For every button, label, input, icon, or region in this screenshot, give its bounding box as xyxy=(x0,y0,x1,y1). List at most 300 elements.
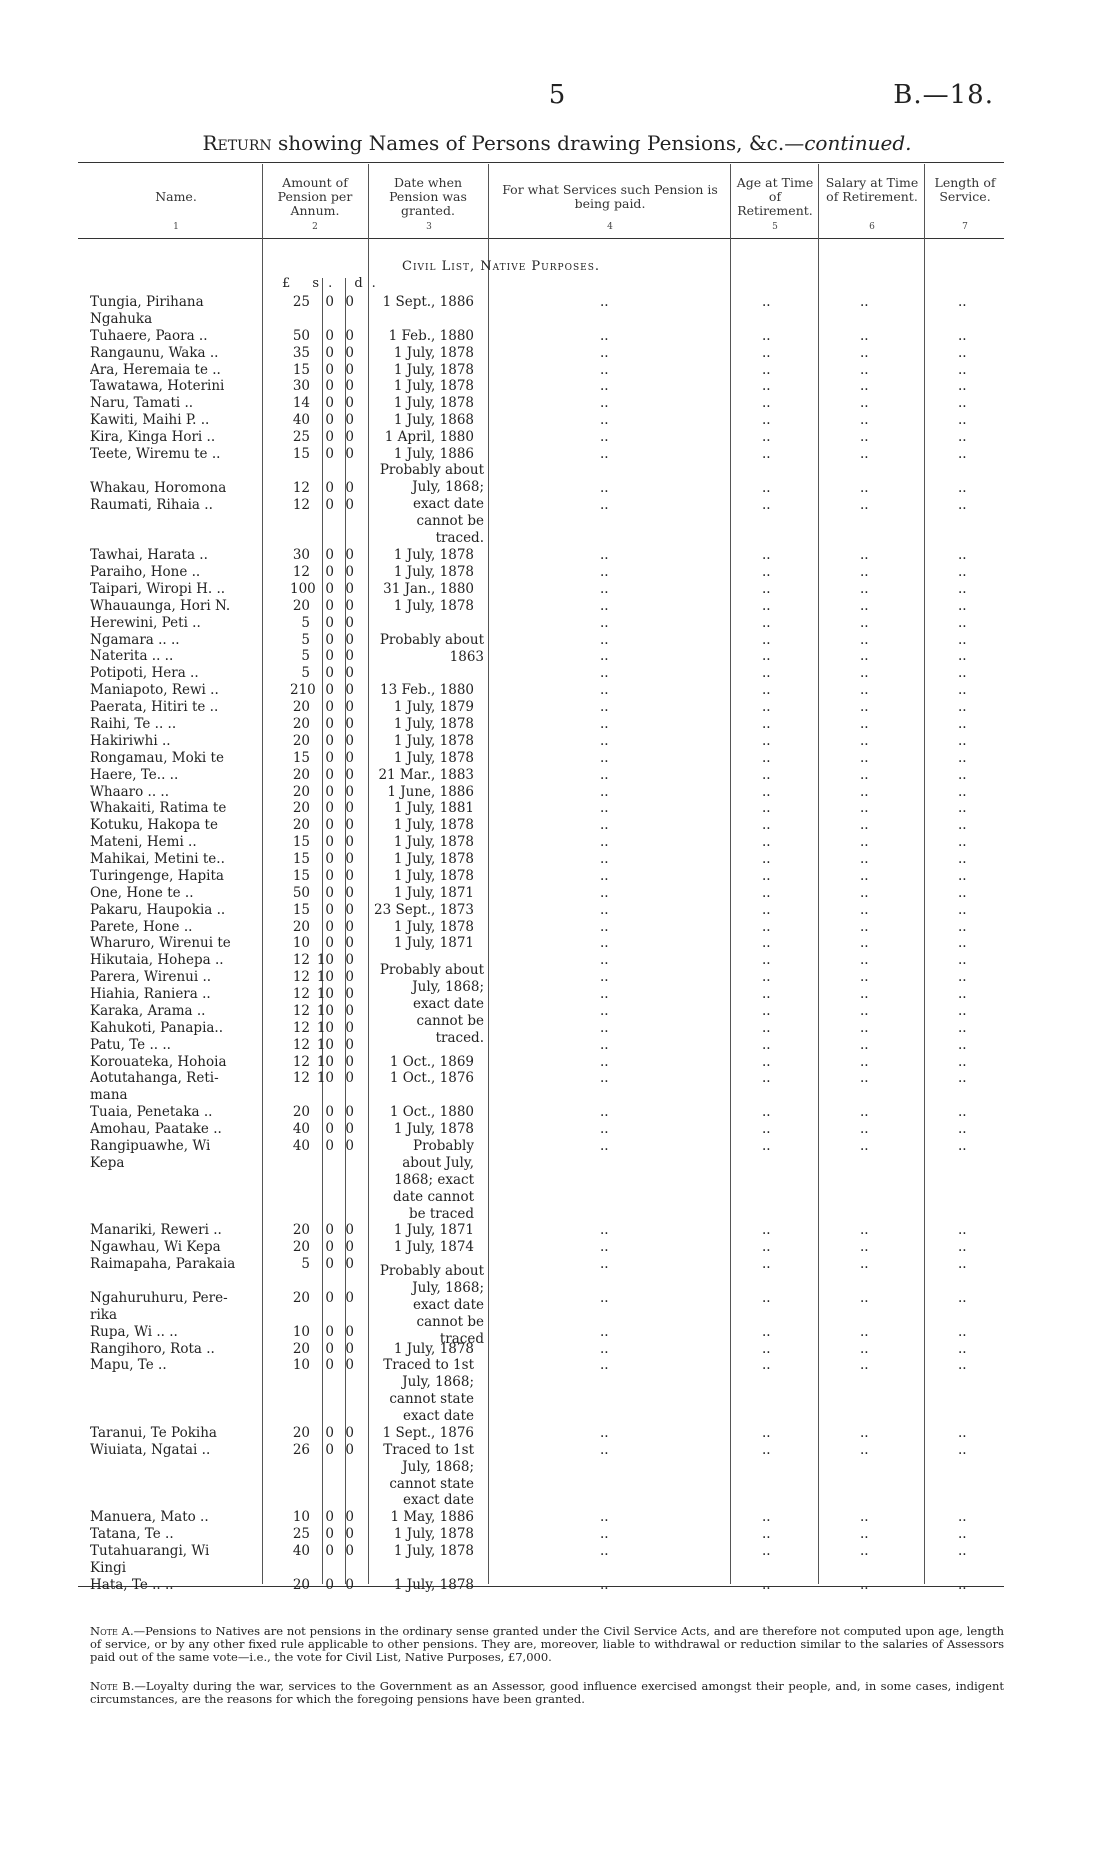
length-cell: .. xyxy=(958,834,967,850)
shillings: 0 xyxy=(325,750,334,766)
pensioner-name: Maniapoto, Rewi .. xyxy=(90,682,219,698)
column-header-date: Date when Pension was granted. xyxy=(389,175,467,218)
pounds: 25 xyxy=(292,429,310,445)
pensioner-name: Raimapaha, Parakaia xyxy=(90,1256,236,1272)
age-cell: .. xyxy=(762,1442,771,1458)
pensioner-name: Parera, Wirenui .. xyxy=(90,969,212,985)
length-cell: .. xyxy=(958,1222,967,1238)
header-bottom-rule xyxy=(78,238,1004,239)
services-cell: .. xyxy=(600,834,609,850)
shillings: 0 xyxy=(325,1357,334,1373)
date-granted: 1868; exact xyxy=(394,1172,474,1188)
length-cell: .. xyxy=(958,1020,967,1036)
pensioner-name: Ngahuka xyxy=(90,311,153,327)
pence: 0 xyxy=(345,497,354,513)
column-header-length: Length of Service. xyxy=(934,175,996,204)
shillings: 0 xyxy=(325,1324,334,1340)
shillings: 10 xyxy=(316,952,334,968)
salary-cell: .. xyxy=(860,1003,869,1019)
age-cell: .. xyxy=(762,868,771,884)
length-cell: .. xyxy=(958,986,967,1002)
services-cell: .. xyxy=(600,446,609,462)
pounds: 20 xyxy=(292,716,310,732)
shillings: 10 xyxy=(316,969,334,985)
pensioner-name: One, Hone te .. xyxy=(90,885,194,901)
length-cell: .. xyxy=(958,632,967,648)
services-cell: .. xyxy=(600,868,609,884)
age-cell: .. xyxy=(762,699,771,715)
pence: 0 xyxy=(345,1121,354,1137)
pounds: 20 xyxy=(292,1290,310,1306)
date-granted: 1 Oct., 1869 xyxy=(389,1054,474,1070)
date-granted: 23 Sept., 1873 xyxy=(373,902,474,918)
date-granted: 1 July, 1878 xyxy=(393,1121,474,1137)
pounds: 20 xyxy=(292,1341,310,1357)
length-cell: .. xyxy=(958,564,967,580)
length-cell: .. xyxy=(958,648,967,664)
pounds: 40 xyxy=(292,1121,310,1137)
date-granted: 1 July, 1878 xyxy=(393,1543,474,1559)
shillings: 0 xyxy=(325,1239,334,1255)
age-cell: .. xyxy=(762,294,771,310)
shillings: 0 xyxy=(325,1222,334,1238)
shillings: 0 xyxy=(325,429,334,445)
pence: 0 xyxy=(345,885,354,901)
age-cell: .. xyxy=(762,1070,771,1086)
services-cell: .. xyxy=(600,648,609,664)
shillings: 0 xyxy=(325,885,334,901)
pounds: 5 xyxy=(301,665,310,681)
services-cell: .. xyxy=(600,1138,609,1154)
pensioner-name: Teete, Wiremu te .. xyxy=(90,446,221,462)
date-granted: 1 July, 1878 xyxy=(393,345,474,361)
age-cell: .. xyxy=(762,446,771,462)
length-cell: .. xyxy=(958,1054,967,1070)
pensioner-name: Aotutahanga, Reti- xyxy=(90,1070,219,1086)
age-cell: .. xyxy=(762,632,771,648)
pounds: 35 xyxy=(292,345,310,361)
pensioner-name: Ara, Heremaia te .. xyxy=(90,362,221,378)
column-number: 1 xyxy=(173,222,179,232)
pensioner-name: Whakau, Horomona xyxy=(90,480,227,496)
services-cell: .. xyxy=(600,902,609,918)
age-cell: .. xyxy=(762,1054,771,1070)
shillings: 0 xyxy=(325,1290,334,1306)
date-granted: Traced to 1st xyxy=(383,1442,474,1458)
pensioner-name: Kotuku, Hakopa te xyxy=(90,817,218,833)
title-body: showing Names of Persons drawing Pensions, &c.— xyxy=(271,131,805,155)
table-top-rule xyxy=(78,162,1004,163)
services-cell: .. xyxy=(600,986,609,1002)
salary-cell: .. xyxy=(860,294,869,310)
pensioner-name: Naterita .. .. xyxy=(90,648,174,664)
pensioner-name: Ngawhau, Wi Kepa xyxy=(90,1239,221,1255)
date-granted: 1 April, 1880 xyxy=(384,429,474,445)
pence: 0 xyxy=(345,784,354,800)
services-cell: .. xyxy=(600,851,609,867)
pence: 0 xyxy=(345,648,354,664)
length-cell: .. xyxy=(958,1256,967,1272)
shillings: 0 xyxy=(325,378,334,394)
pensioner-name: Kepa xyxy=(90,1155,125,1171)
date-granted: date cannot xyxy=(393,1189,474,1205)
services-cell: .. xyxy=(600,395,609,411)
pounds: 40 xyxy=(292,412,310,428)
services-cell: .. xyxy=(600,1526,609,1542)
pensioner-name: Mapu, Te .. xyxy=(90,1357,167,1373)
age-cell: .. xyxy=(762,750,771,766)
pence: 0 xyxy=(345,1509,354,1525)
salary-cell: .. xyxy=(860,497,869,513)
pounds: 20 xyxy=(292,767,310,783)
length-cell: .. xyxy=(958,969,967,985)
salary-cell: .. xyxy=(860,919,869,935)
services-cell: .. xyxy=(600,1054,609,1070)
date-granted: 31 Jan., 1880 xyxy=(383,581,474,597)
shillings: 0 xyxy=(325,328,334,344)
date-granted: July, 1868; xyxy=(402,1374,474,1390)
pounds: 20 xyxy=(292,1425,310,1441)
pensioner-name: Taranui, Te Pokiha xyxy=(90,1425,217,1441)
shillings: 0 xyxy=(325,1104,334,1120)
services-cell: .. xyxy=(600,480,609,496)
age-cell: .. xyxy=(762,480,771,496)
pounds: 12 xyxy=(292,1037,310,1053)
services-cell: .. xyxy=(600,699,609,715)
date-granted: 1 Feb., 1880 xyxy=(388,328,474,344)
pounds: 100 xyxy=(290,581,316,597)
salary-cell: .. xyxy=(860,547,869,563)
pounds: 15 xyxy=(292,868,310,884)
age-cell: .. xyxy=(762,328,771,344)
note-b-text: —Loyalty during the war, services to the Government as an Assessor, good influence exercised amongst their people, and, in some cases, indigent circumstances, are the reasons for which the foregoing pensions have been granted. xyxy=(90,1679,1004,1706)
salary-cell: .. xyxy=(860,1324,869,1340)
services-cell: .. xyxy=(600,682,609,698)
date-granted: 1 July, 1871 xyxy=(393,1222,474,1238)
length-cell: .. xyxy=(958,1324,967,1340)
pounds: 20 xyxy=(292,817,310,833)
salary-cell: .. xyxy=(860,784,869,800)
services-cell: .. xyxy=(600,800,609,816)
salary-cell: .. xyxy=(860,564,869,580)
shillings: 10 xyxy=(316,1020,334,1036)
shillings: 0 xyxy=(325,800,334,816)
services-cell: .. xyxy=(600,1222,609,1238)
column-number: 5 xyxy=(772,222,778,232)
age-cell: .. xyxy=(762,817,771,833)
pensioner-name: Tawhai, Harata .. xyxy=(90,547,208,563)
shillings: 0 xyxy=(325,615,334,631)
pence: 0 xyxy=(345,935,354,951)
pence: 0 xyxy=(345,446,354,462)
shillings: 0 xyxy=(325,1425,334,1441)
services-cell: .. xyxy=(600,1020,609,1036)
salary-cell: .. xyxy=(860,581,869,597)
pence: 0 xyxy=(345,1239,354,1255)
shillings: 0 xyxy=(325,648,334,664)
note-b xyxy=(90,1680,1004,1706)
length-cell: .. xyxy=(958,1526,967,1542)
pensioner-name: Rangaunu, Waka .. xyxy=(90,345,219,361)
length-cell: .. xyxy=(958,395,967,411)
shillings: 0 xyxy=(325,1526,334,1542)
length-cell: .. xyxy=(958,868,967,884)
pence: 0 xyxy=(345,1138,354,1154)
services-cell: .. xyxy=(600,733,609,749)
services-cell: .. xyxy=(600,1425,609,1441)
pence: 0 xyxy=(345,547,354,563)
pensioner-name: Haere, Te.. .. xyxy=(90,767,179,783)
length-cell: .. xyxy=(958,328,967,344)
pence: 0 xyxy=(345,986,354,1002)
pence: 0 xyxy=(345,1341,354,1357)
services-cell: .. xyxy=(600,1070,609,1086)
length-cell: .. xyxy=(958,598,967,614)
services-cell: .. xyxy=(600,362,609,378)
salary-cell: .. xyxy=(860,851,869,867)
length-cell: .. xyxy=(958,1239,967,1255)
shillings: 0 xyxy=(325,598,334,614)
date-granted: 1 July, 1868 xyxy=(393,412,474,428)
age-cell: .. xyxy=(762,1222,771,1238)
services-cell: .. xyxy=(600,1290,609,1306)
column-rule xyxy=(262,164,263,1584)
salary-cell: .. xyxy=(860,1256,869,1272)
date-granted: 1 July, 1874 xyxy=(393,1239,474,1255)
services-cell: .. xyxy=(600,564,609,580)
date-granted: 1 Sept., 1876 xyxy=(382,1425,474,1441)
length-cell: .. xyxy=(958,665,967,681)
age-cell: .. xyxy=(762,378,771,394)
salary-cell: .. xyxy=(860,1577,869,1593)
date-granted: 1 July, 1878 xyxy=(393,750,474,766)
length-cell: .. xyxy=(958,800,967,816)
pensioner-name: Kahukoti, Panapia.. xyxy=(90,1020,224,1036)
services-cell: .. xyxy=(600,1577,609,1593)
services-cell: .. xyxy=(600,919,609,935)
currency-header: £ s. d. xyxy=(282,276,385,291)
date-granted: 1 July, 1878 xyxy=(393,1526,474,1542)
shillings: 0 xyxy=(325,632,334,648)
length-cell: .. xyxy=(958,1037,967,1053)
salary-cell: .. xyxy=(860,1054,869,1070)
note-a-text: —Pensions to Natives are not pensions in the ordinary sense granted under the Civil Service Acts, and are therefore not computed upon age, length of service, or by any other fixed rule applicable to other pensions. They are, moreover, liable to withdrawal or reduction similar to the salaries of Assessors paid out of the same vote—i.e., the vote for Civil List, Native Purposes, £7,000. xyxy=(90,1624,1004,1664)
age-cell: .. xyxy=(762,1509,771,1525)
services-cell: .. xyxy=(600,328,609,344)
age-cell: .. xyxy=(762,1239,771,1255)
age-cell: .. xyxy=(762,767,771,783)
pence: 0 xyxy=(345,750,354,766)
length-cell: .. xyxy=(958,699,967,715)
services-cell: .. xyxy=(600,935,609,951)
date-granted: 1 Oct., 1880 xyxy=(389,1104,474,1120)
date-granted: 1 July, 1871 xyxy=(393,935,474,951)
age-cell: .. xyxy=(762,362,771,378)
services-cell: .. xyxy=(600,1442,609,1458)
pensioner-name: Paerata, Hitiri te .. xyxy=(90,699,219,715)
length-cell: .. xyxy=(958,1003,967,1019)
date-granted: 1 July, 1878 xyxy=(393,547,474,563)
pensioner-name: Tuaia, Penetaka .. xyxy=(90,1104,213,1120)
pence: 0 xyxy=(345,733,354,749)
pensioner-name: Hiahia, Raniera .. xyxy=(90,986,211,1002)
pounds: 12 xyxy=(292,1054,310,1070)
age-cell: .. xyxy=(762,902,771,918)
shillings: 10 xyxy=(316,986,334,1002)
pence: 0 xyxy=(345,1577,354,1593)
date-granted: 1 July, 1878 xyxy=(393,1341,474,1357)
services-cell: .. xyxy=(600,429,609,445)
document-reference: B.—18. xyxy=(893,80,994,110)
age-cell: .. xyxy=(762,547,771,563)
pence: 0 xyxy=(345,1054,354,1070)
shillings: 0 xyxy=(325,1121,334,1137)
column-number: 2 xyxy=(312,222,318,232)
date-granted: Traced to 1st xyxy=(383,1357,474,1373)
pensioner-name: Paraiho, Hone .. xyxy=(90,564,201,580)
shillings: 10 xyxy=(316,1003,334,1019)
pounds: 20 xyxy=(292,733,310,749)
pence: 0 xyxy=(345,564,354,580)
length-cell: .. xyxy=(958,1104,967,1120)
services-cell: .. xyxy=(600,497,609,513)
pensioner-name: Taipari, Wiropi H. .. xyxy=(90,581,226,597)
pence: 0 xyxy=(345,1543,354,1559)
column-rule xyxy=(488,164,489,1584)
pounds: 15 xyxy=(292,446,310,462)
pence: 0 xyxy=(345,294,354,310)
pounds: 25 xyxy=(292,1526,310,1542)
date-granted: cannot state xyxy=(389,1391,474,1407)
shillings: 0 xyxy=(325,1442,334,1458)
services-cell: .. xyxy=(600,817,609,833)
shillings: 0 xyxy=(325,767,334,783)
pence: 0 xyxy=(345,1324,354,1340)
pensioner-name: Parete, Hone .. xyxy=(90,919,193,935)
salary-cell: .. xyxy=(860,378,869,394)
pensioner-name: Mateni, Hemi .. xyxy=(90,834,197,850)
shillings: 0 xyxy=(325,784,334,800)
age-cell: .. xyxy=(762,716,771,732)
age-cell: .. xyxy=(762,598,771,614)
length-cell: .. xyxy=(958,429,967,445)
shillings: 0 xyxy=(325,699,334,715)
date-granted: 1 Oct., 1876 xyxy=(389,1070,474,1086)
shillings: 0 xyxy=(325,1509,334,1525)
title-continued: continued. xyxy=(804,131,912,155)
pensioner-name: Wharuro, Wirenui te xyxy=(90,935,231,951)
pensioner-name: Mahikai, Metini te.. xyxy=(90,851,225,867)
date-granted: 1 Sept., 1886 xyxy=(382,294,474,310)
pensioner-name: Rupa, Wi .. .. xyxy=(90,1324,178,1340)
salary-cell: .. xyxy=(860,1037,869,1053)
pensioner-name: Hakiriwhi .. xyxy=(90,733,171,749)
pounds: 15 xyxy=(292,834,310,850)
column-header-name: Name. xyxy=(155,189,197,204)
length-cell: .. xyxy=(958,851,967,867)
pensioner-name: Tutahuarangi, Wi xyxy=(90,1543,210,1559)
pensioner-name: Karaka, Arama .. xyxy=(90,1003,206,1019)
salary-cell: .. xyxy=(860,1070,869,1086)
services-cell: .. xyxy=(600,1003,609,1019)
date-granted: Probably xyxy=(413,1138,474,1154)
pence: 0 xyxy=(345,1003,354,1019)
salary-cell: .. xyxy=(860,632,869,648)
services-cell: .. xyxy=(600,969,609,985)
salary-cell: .. xyxy=(860,1425,869,1441)
length-cell: .. xyxy=(958,1121,967,1137)
shillings: 10 xyxy=(316,1037,334,1053)
date-granted: 1 July, 1878 xyxy=(393,733,474,749)
age-cell: .. xyxy=(762,969,771,985)
services-cell: .. xyxy=(600,1357,609,1373)
salary-cell: .. xyxy=(860,1020,869,1036)
pensioner-name: Ngamara .. .. xyxy=(90,632,180,648)
services-cell: .. xyxy=(600,1104,609,1120)
age-cell: .. xyxy=(762,395,771,411)
pounds: 12 xyxy=(292,1003,310,1019)
length-cell: .. xyxy=(958,1138,967,1154)
shillings: 0 xyxy=(325,547,334,563)
column-header-age: Age at Time of Retirement. xyxy=(736,175,814,218)
salary-cell: .. xyxy=(860,767,869,783)
shillings: 0 xyxy=(325,362,334,378)
salary-cell: .. xyxy=(860,986,869,1002)
pence: 0 xyxy=(345,817,354,833)
pensioner-name: Kawiti, Maihi P. .. xyxy=(90,412,210,428)
section-title: Civil List, Native Purposes. xyxy=(402,259,601,274)
shillings: 0 xyxy=(325,682,334,698)
date-granted: 1 July, 1878 xyxy=(393,362,474,378)
date-granted: 1 July, 1878 xyxy=(393,834,474,850)
length-cell: .. xyxy=(958,378,967,394)
length-cell: .. xyxy=(958,817,967,833)
pounds: 12 xyxy=(292,969,310,985)
age-cell: .. xyxy=(762,648,771,664)
age-cell: .. xyxy=(762,919,771,935)
services-cell: .. xyxy=(600,632,609,648)
pence: 0 xyxy=(345,429,354,445)
age-cell: .. xyxy=(762,345,771,361)
pounds: 12 xyxy=(292,986,310,1002)
length-cell: .. xyxy=(958,1577,967,1593)
pensioner-name: Korouateka, Hohoia xyxy=(90,1054,227,1070)
length-cell: .. xyxy=(958,1509,967,1525)
shillings: 0 xyxy=(325,395,334,411)
age-cell: .. xyxy=(762,429,771,445)
shillings: 10 xyxy=(316,1070,334,1086)
length-cell: .. xyxy=(958,784,967,800)
pounds: 15 xyxy=(292,851,310,867)
shillings: 0 xyxy=(325,480,334,496)
page-title xyxy=(0,131,1114,155)
age-cell: .. xyxy=(762,1020,771,1036)
pence: 0 xyxy=(345,1357,354,1373)
services-cell: .. xyxy=(600,1341,609,1357)
salary-cell: .. xyxy=(860,868,869,884)
services-cell: .. xyxy=(600,581,609,597)
age-cell: .. xyxy=(762,412,771,428)
services-cell: .. xyxy=(600,412,609,428)
date-granted: 1 July, 1878 xyxy=(393,919,474,935)
services-cell: .. xyxy=(600,1121,609,1137)
pence: 0 xyxy=(345,362,354,378)
pence: 0 xyxy=(345,851,354,867)
salary-cell: .. xyxy=(860,834,869,850)
pounds: 30 xyxy=(292,378,310,394)
pence: 0 xyxy=(345,395,354,411)
pence: 0 xyxy=(345,378,354,394)
